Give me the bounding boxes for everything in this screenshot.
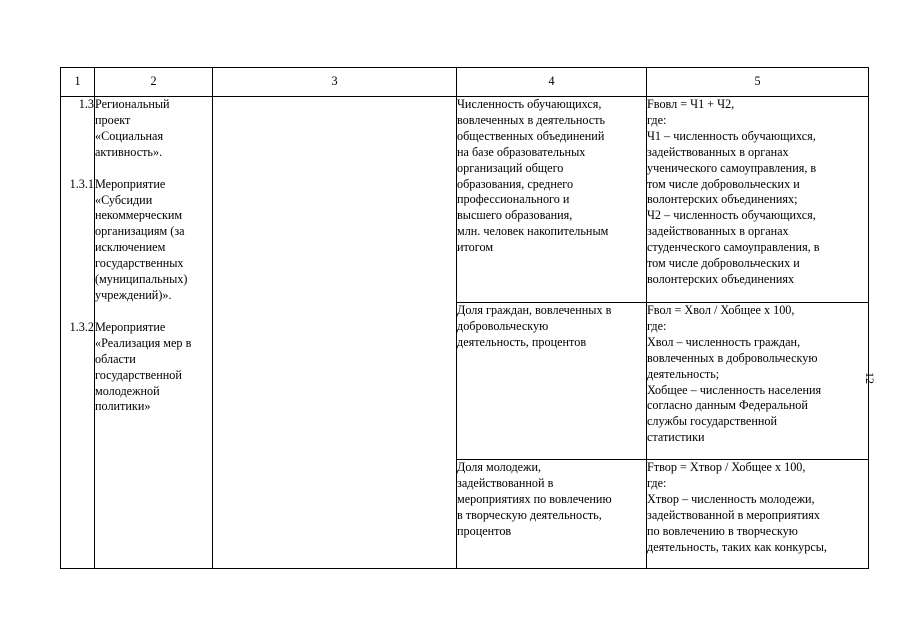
text-line: службы государственной: [647, 414, 777, 429]
column-header-4: 4: [457, 68, 647, 97]
text-line: государственных: [95, 256, 184, 271]
item-numbers: [61, 97, 94, 415]
program-table: [60, 67, 869, 569]
text-line: «Социальная: [95, 128, 164, 143]
spacer: [61, 304, 94, 320]
text-line: государственной: [95, 367, 182, 382]
text-line: вовлеченных в деятельность: [457, 112, 606, 127]
formula-text: [647, 303, 868, 446]
text-line: общественных объединений: [457, 128, 605, 143]
text-line: (муниципальных): [95, 272, 188, 287]
text-line: мероприятиях по вовлечению: [457, 491, 612, 506]
item-numbers-cell: [61, 97, 95, 569]
text-line: деятельность, таких как конкурсы,: [647, 539, 827, 554]
column-header-1: 1: [61, 68, 95, 97]
text-line: области: [95, 351, 136, 366]
text-line: Доля граждан, вовлеченных в: [457, 303, 612, 317]
text-line: где:: [647, 475, 667, 490]
text-line: Хобщее – численность населения: [647, 382, 822, 397]
text-line: Мероприятие: [95, 319, 166, 334]
item-number: 1.3.2: [69, 319, 94, 334]
text-line: по вовлечению в творческую: [647, 523, 798, 538]
item-title: [95, 177, 212, 304]
spacer: [95, 161, 212, 177]
indicator-text: [457, 460, 646, 540]
column-header-3: 3: [213, 68, 457, 97]
text-line: волонтерских объединениях: [647, 271, 795, 286]
item-number: 1.3.1: [69, 176, 94, 191]
indicator-text: [457, 303, 646, 351]
text-line: Хтвор – численность молодежи,: [647, 491, 815, 506]
text-line: Fвол = Хвол / Хобщее х 100,: [647, 303, 795, 317]
indicator-cell: [457, 460, 647, 569]
text-line: «Субсидии: [95, 192, 153, 207]
column-header-2: 2: [95, 68, 213, 97]
text-line: организациям (за: [95, 224, 185, 239]
text-line: некоммерческим: [95, 208, 183, 223]
text-line: «Реализация мер в: [95, 335, 192, 350]
text-line: процентов: [457, 523, 512, 538]
text-line: студенческого самоуправления, в: [647, 240, 820, 255]
text-line: профессионального и: [457, 192, 570, 207]
item-titles: [95, 97, 212, 415]
text-line: статистики: [647, 430, 705, 445]
text-line: задействованных в органах: [647, 224, 789, 239]
text-line: высшего образования,: [457, 208, 573, 223]
text-line: организаций общего: [457, 160, 564, 175]
text-line: итогом: [457, 240, 494, 255]
indicator-cell: [457, 303, 647, 460]
text-line: согласно данным Федеральной: [647, 398, 808, 413]
text-line: Fвовл = Ч1 + Ч2,: [647, 97, 735, 111]
text-line: Fтвор = Хтвор / Хобщее х 100,: [647, 460, 806, 474]
header-row: [61, 68, 869, 97]
formula-text: [647, 97, 868, 288]
text-line: задействованных в органах: [647, 144, 789, 159]
text-line: деятельность, процентов: [457, 334, 587, 349]
item-titles-cell: [95, 97, 213, 569]
text-line: молодежной: [95, 383, 160, 398]
text-line: Доля молодежи,: [457, 460, 542, 474]
text-line: ученического самоуправления, в: [647, 160, 817, 175]
formula-cell: [647, 303, 869, 460]
spacer: [95, 304, 212, 320]
text-line: исключением: [95, 240, 166, 255]
text-line: млн. человек накопительным: [457, 224, 609, 239]
text-line: проект: [95, 112, 131, 127]
text-line: Хвол – численность граждан,: [647, 334, 801, 349]
formula-cell: [647, 97, 869, 303]
text-line: задействованной в мероприятиях: [647, 507, 820, 522]
text-line: на базе образовательных: [457, 144, 586, 159]
text-line: вовлеченных в добровольческую: [647, 350, 818, 365]
text-line: том числе добровольческих и: [647, 256, 800, 271]
indicator-cell: [457, 97, 647, 303]
table-row: [61, 97, 869, 303]
text-line: в творческую деятельность,: [457, 507, 602, 522]
formula-cell: [647, 460, 869, 569]
text-line: задействованной в: [457, 475, 554, 490]
item-title: [95, 320, 212, 415]
text-line: Численность обучающихся,: [457, 97, 602, 111]
text-line: образования, среднего: [457, 176, 574, 191]
text-line: политики»: [95, 399, 151, 414]
text-line: учреждений)».: [95, 287, 172, 302]
column-header-5: 5: [647, 68, 869, 97]
formula-text: [647, 460, 868, 555]
text-line: добровольческую: [457, 318, 549, 333]
text-line: где:: [647, 112, 667, 127]
empty-column-3-cell: [213, 97, 457, 569]
text-line: Региональный: [95, 97, 170, 111]
text-line: Ч2 – численность обучающихся,: [647, 208, 816, 223]
text-line: активность».: [95, 144, 163, 159]
text-line: волонтерских объединениях;: [647, 192, 798, 207]
text-line: Мероприятие: [95, 176, 166, 191]
text-line: Ч1 – численность обучающихся,: [647, 128, 816, 143]
text-line: том числе добровольческих и: [647, 176, 800, 191]
item-number: 1.3: [78, 97, 94, 111]
page-number: 12: [863, 372, 877, 384]
spacer: [61, 161, 94, 177]
text-line: где:: [647, 318, 667, 333]
item-title: [95, 97, 212, 161]
text-line: деятельность;: [647, 366, 720, 381]
indicator-text: [457, 97, 646, 256]
